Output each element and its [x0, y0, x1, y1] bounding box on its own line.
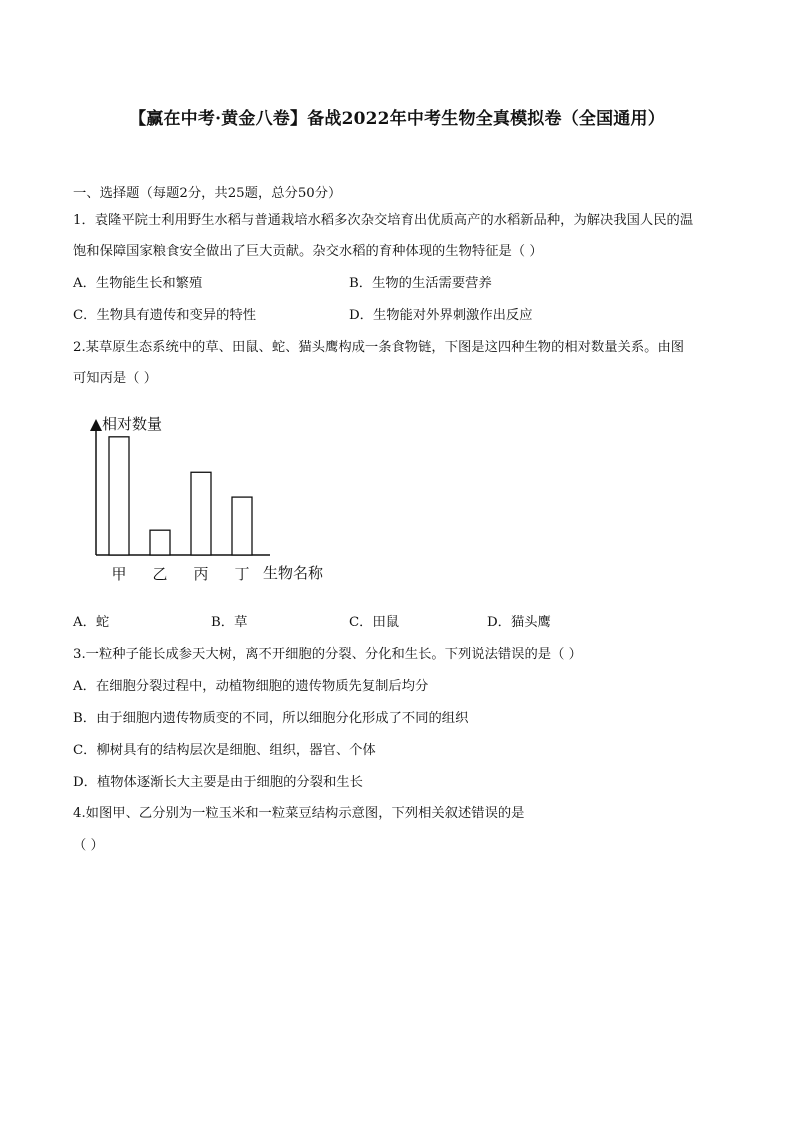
x-tick-label-2: 乙 [152, 565, 168, 583]
question-2-line-1: 2.某草原生态系统中的草、田鼠、蛇、猫头鹰构成一条食物链，下图是这四种生物的相对数量关系。由图 [73, 340, 685, 355]
question-1-option-a: A．生物能生长和繁殖 [73, 276, 203, 291]
page-title: 【赢在中考·黄金八卷】备战2022年中考生物全真模拟卷（全国通用） [129, 109, 665, 129]
bar-4 [232, 497, 252, 555]
bar-3 [191, 472, 211, 555]
question-1-option-d: D．生物能对外界刺激作出反应 [349, 308, 533, 323]
question-2-option-c: C．田鼠 [349, 615, 400, 630]
question-1-option-c: C．生物具有遗传和变异的特性 [73, 308, 257, 323]
bar-1 [109, 437, 129, 555]
bars-group [109, 437, 252, 583]
question-3-option-a: A．在细胞分裂过程中，动植物细胞的遗传物质先复制后均分 [73, 679, 429, 694]
bar-chart [80, 405, 360, 595]
question-3-option-b: B．由于细胞内遗传物质变的不同，所以细胞分化形成了不同的组织 [73, 711, 469, 726]
question-2-line-2: 可知丙是（ ） [73, 371, 158, 386]
question-2-option-d: D．猫头鹰 [487, 615, 551, 630]
x-tick-label-4: 丁 [234, 565, 250, 583]
question-4-line-2: （ ） [73, 838, 104, 853]
question-3-option-d: D．植物体逐渐长大主要是由于细胞的分裂和生长 [73, 775, 363, 790]
section-heading: 一、选择题（每题2分，共25题，总分50分） [73, 186, 342, 201]
question-3-line-1: 3.一粒种子能长成参天大树，离不开细胞的分裂、分化和生长。下列说法错误的是（ ） [73, 647, 582, 662]
x-tick-label-1: 甲 [111, 565, 127, 583]
y-axis-label: 相对数量 [102, 415, 163, 433]
question-2-option-a: A．蛇 [73, 615, 110, 630]
x-axis-label: 生物名称 [263, 564, 324, 582]
bar-2 [150, 530, 170, 555]
question-3-option-c: C．柳树具有的结构层次是细胞、组织，器官、个体 [73, 743, 376, 758]
question-1-line-1: 1．袁隆平院士利用野生水稻与普通栽培水稻多次杂交培育出优质高产的水稻新品种，为解决我国人民的温 [73, 213, 694, 228]
question-4-line-1: 4.如图甲、乙分别为一粒玉米和一粒菜豆结构示意图，下列相关叙述错误的是 [73, 806, 525, 821]
question-1-option-b: B．生物的生活需要营养 [349, 276, 492, 291]
question-1-line-2: 饱和保障国家粮食安全做出了巨大贡献。杂交水稻的育种体现的生物特征是（ ） [73, 244, 543, 259]
x-tick-label-3: 丙 [193, 565, 209, 583]
question-2-option-b: B．草 [211, 615, 248, 630]
